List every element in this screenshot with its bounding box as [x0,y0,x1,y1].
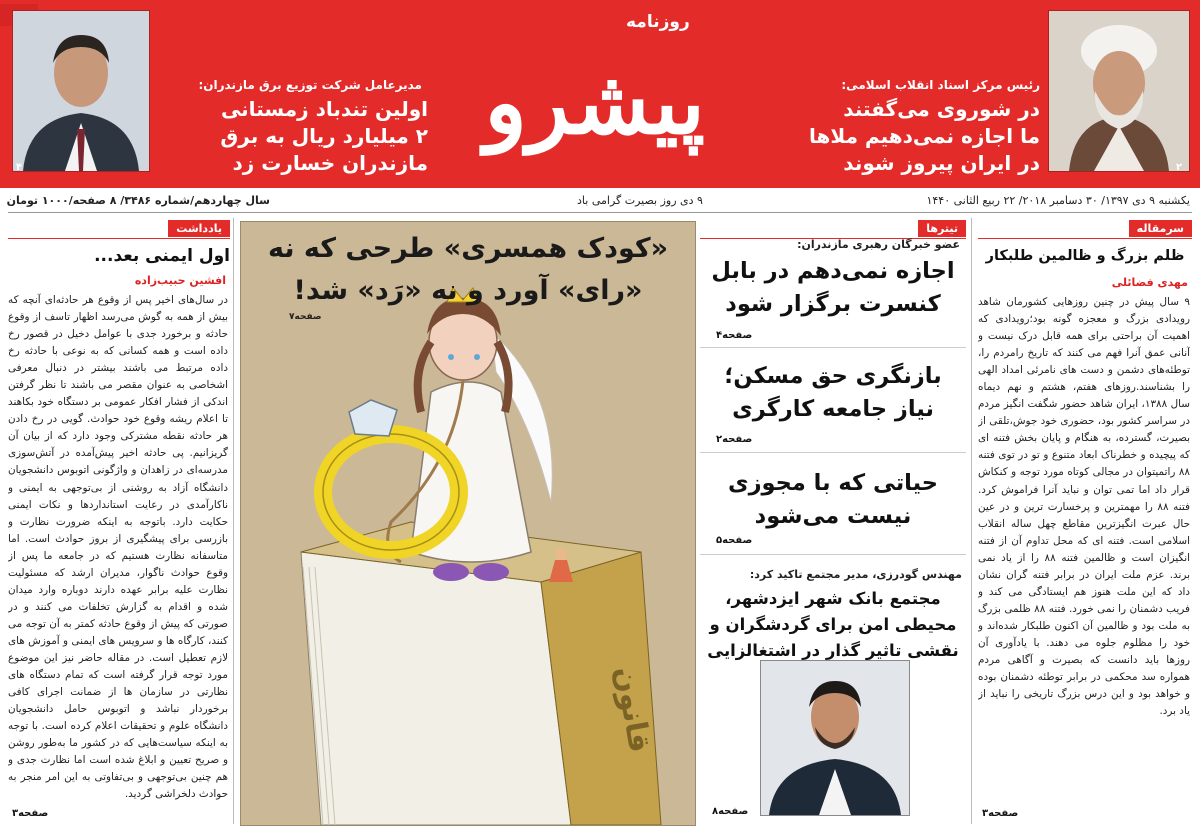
issue-number: سال چهاردهم/شماره ۳۴۸۶/ ۸ صفحه/۱۰۰۰ تومان [6,194,270,207]
notes-body: در سال‌های اخیر پس از وقوع هر حادثه‌ای آنچه که بیش از همه به گوش می‌رسد اظهار تاسف از وقوع حادثه و برخورد جدی با عوامل دخیل در قصور رخ داده است و همه کسانی که به نوعی با حادثه رخ داده مرتبط می باشند بیشتر در دنبال معرفی اشخاصی به عنوان مقصر می باشند تا نظر گرفتن اندکی از فشار افکار عمومی بر دستگاه خود بکاهند تا اعلام ریشه وقوع خود حوادث. گویی در رخ دادن هر حادثه نقطه مشترکی وجود دارد که از بیان آن گریزانیم. پی حادثه اخیر پیش‌آمده در آتش‌سوزی مدرسه‌ای در زاهدان و واژگونی اتوبوس دانشجویان دانشگاه آزاد به روشنی از بی‌توجهی به ایمنی و ناکارآمدی در رعایت استانداردها و نکات ایمنی حکایت دارد. باتوجه به اینکه ضرورت نظارت و بازرسی برای پیشگیری از بروز حوادث است. اما متاسفانه نظارت هستیم که در جامعه ما پس از وقوع حوادث ناگوار، مدیران ارشد که مسئولیت نظارت علیه برابر عهده دارند دوباره وارد میدان شده و اقدام به گزارش تخلفات می کنند و در صورتی که پیش از وقوع حادثه کمتر به آن توجه می کنند، کارگاه ها و سرویس های ایمنی و آموزش های لازم تعطیل است. در مقاله حاضر نیز این موضوع مورد توجه قرار گرفته است که تمام دستگاه های نظارتی در سازمان ها از ضمانت اجرای کافی برخوردار نباشد و اتوبوس حامل دانشجویان دانشگاه علوم و تحقیقات اعلام کرده است. با توجه به اینکه سیاست‌هایی که در کشور ما به‌طور روشن و صریح تعیین و ابلاغ شده است اما نظارت جدی و هم چنین بی‌توجهی و بی‌تفاوتی به این امر منجر به حوادث دلخراشی گردید. [8,294,228,801]
logo-prefix: روزنامه [626,12,690,32]
headline-1-kicker: عضو خبرگان رهبری مازندران: [797,238,960,251]
cartoon-caption: «کودک همسری» طرحی که نه «رای» آورد و نه «رَد» شد! [267,233,669,306]
divider [700,347,966,348]
editorial-body: ۹ سال پیش در چنین روزهایی کشورمان شاهد رویدادی بزرگ و معجزه گونه بود؛رویدادی که اهمیت آن براحتی برای همه قابل درک نیست و آنانی عمق آنرا فهم می کنند که تاریخ رامردم را، توطئه‌های دشمن و دست های نامرئی امداد الهی را بشناسند.روزهای هفتم، هشتم و نهم دیماه سال ۱۳۸۸، ایران شاهد حضور شگفت انگیز مردم در سراسر کشور بود، حضوری خود جوش،تلقی از بصیرت، گسترده، به هنگام و پایان بخش فتنه ای که پیچیده و خطرناک ابعاد متنوع و تو در توی فتنه ۸۸ راتمیتوان در مجالی کوتاه مورد توجه و کنکاش قرار داد اما تمی توان و نباید آنرا فراموش کرد. فتنه ۸۸ را مهمترین و پرخسارت ترین و در عین حال عبرت انگیزترین مقاطع چهل ساله انقلاب اسلامی است. فتنه ای که محل تداوم آن از فتنه انگیزان است و ظالمین فتنه ۸۸ را از یاد نمی برند. عزم ملت ایران در برابر فتنه گران نشان داد که این ملت هنوز هم ایستادگی می کند و فریب دشمنان را نمی خورد. فتنه ۸۸ ظلمی بزرگ به ملت بود و ظالمین آن اکنون طلبکار شده‌اند و خود را مظلوم جلوه می دهند. با یادآوری آن روزها باید دانست که بصیرت و آگاهی مردم همواره سد محکمی در برابر توطئه دشمنان بوده و خواهد بود و این درس بزرگ تاریخی را نباید از یاد برد. [978,296,1190,718]
divider [700,452,966,453]
headline-1-page: صفحه۴ [716,330,753,341]
left-story-line: اولین تندباد زمستانی [220,97,428,121]
right-story-line: در ایران پیروز شوند [843,151,1040,175]
headline-4-kicker: مهندس گودرزی، مدیر مجتمع تاکید کرد: [749,568,962,581]
left-story-kicker: مدیرعامل شرکت توزیع برق مازندران: [198,78,422,92]
editorial-page: صفحه۳ [982,808,1019,819]
divider [233,218,234,824]
notes-page: صفحه۳ [12,808,49,819]
headline-4-photo [760,660,910,816]
headline-2-page: صفحه۲ [716,434,753,445]
headline-1[interactable]: اجازه نمی‌دهم در بابل کنسرت برگزار شود [711,258,955,317]
notes-headline[interactable]: اول ایمنی بعد... [94,246,230,266]
left-story-line: ۲ میلیارد ریال به برق [220,124,428,148]
headline-3-page: صفحه۵ [716,535,753,546]
newspaper-logo[interactable]: پیشرو [484,50,705,154]
editorial-column [978,220,1192,824]
divider [971,218,972,824]
left-story-line: مازندران خسارت زد [232,151,428,175]
divider [700,554,966,555]
left-story-headline[interactable] [150,96,428,177]
cartoon-page: صفحه۷ [289,312,322,322]
editorial-headline[interactable]: ظلم بزرگ و ظالمین طلبکار [985,248,1185,264]
editorial-author: مهدی فضائلی [1111,276,1188,289]
divider [8,212,1192,213]
right-story-line: ما اجازه نمی‌دهیم ملاها [809,124,1040,148]
editorial-tag: سرمقاله [1129,220,1192,237]
left-story-photo [12,10,150,172]
divider [978,238,1192,239]
right-story-line: در شوروی می‌گفتند [843,97,1040,121]
notes-tag: یادداشت [168,220,230,237]
right-story-photo [1048,10,1190,172]
occasion-line: ۹ دی روز بصیرت گرامی باد [577,194,703,207]
right-story-kicker: رئیس مرکز اسناد انقلاب اسلامی: [841,78,1040,92]
headline-3[interactable]: حیاتی که با مجوزی نیست می‌شود [727,470,938,529]
right-story-headline[interactable] [760,96,1040,177]
headlines-tag: تیترها [918,220,966,237]
issue-date: یکشنبه ۹ دی ۱۳۹۷/ ۳۰ دسامبر ۲۰۱۸/ ۲۲ ربیع الثانی ۱۴۴۰ [926,194,1190,207]
headline-2[interactable]: بازنگری حق مسکن؛ نیاز جامعه کارگری [724,363,942,422]
headline-4-page: صفحه۸ [712,806,749,817]
right-story-page: ۲ [1176,162,1183,173]
book-title: قانون [607,663,658,756]
cartoon-frame[interactable] [240,221,696,826]
left-story-page: ۴ [16,162,23,173]
notes-author: افشین حبیب‌زاده [134,274,226,287]
divider [8,238,230,239]
headline-4[interactable]: مجتمع بانک شهر ایزدشهر، محیطی امن برای گردشگران و نقشی تاثیر گذار در اشتغالزایی [707,589,959,660]
notes-column [8,220,230,824]
